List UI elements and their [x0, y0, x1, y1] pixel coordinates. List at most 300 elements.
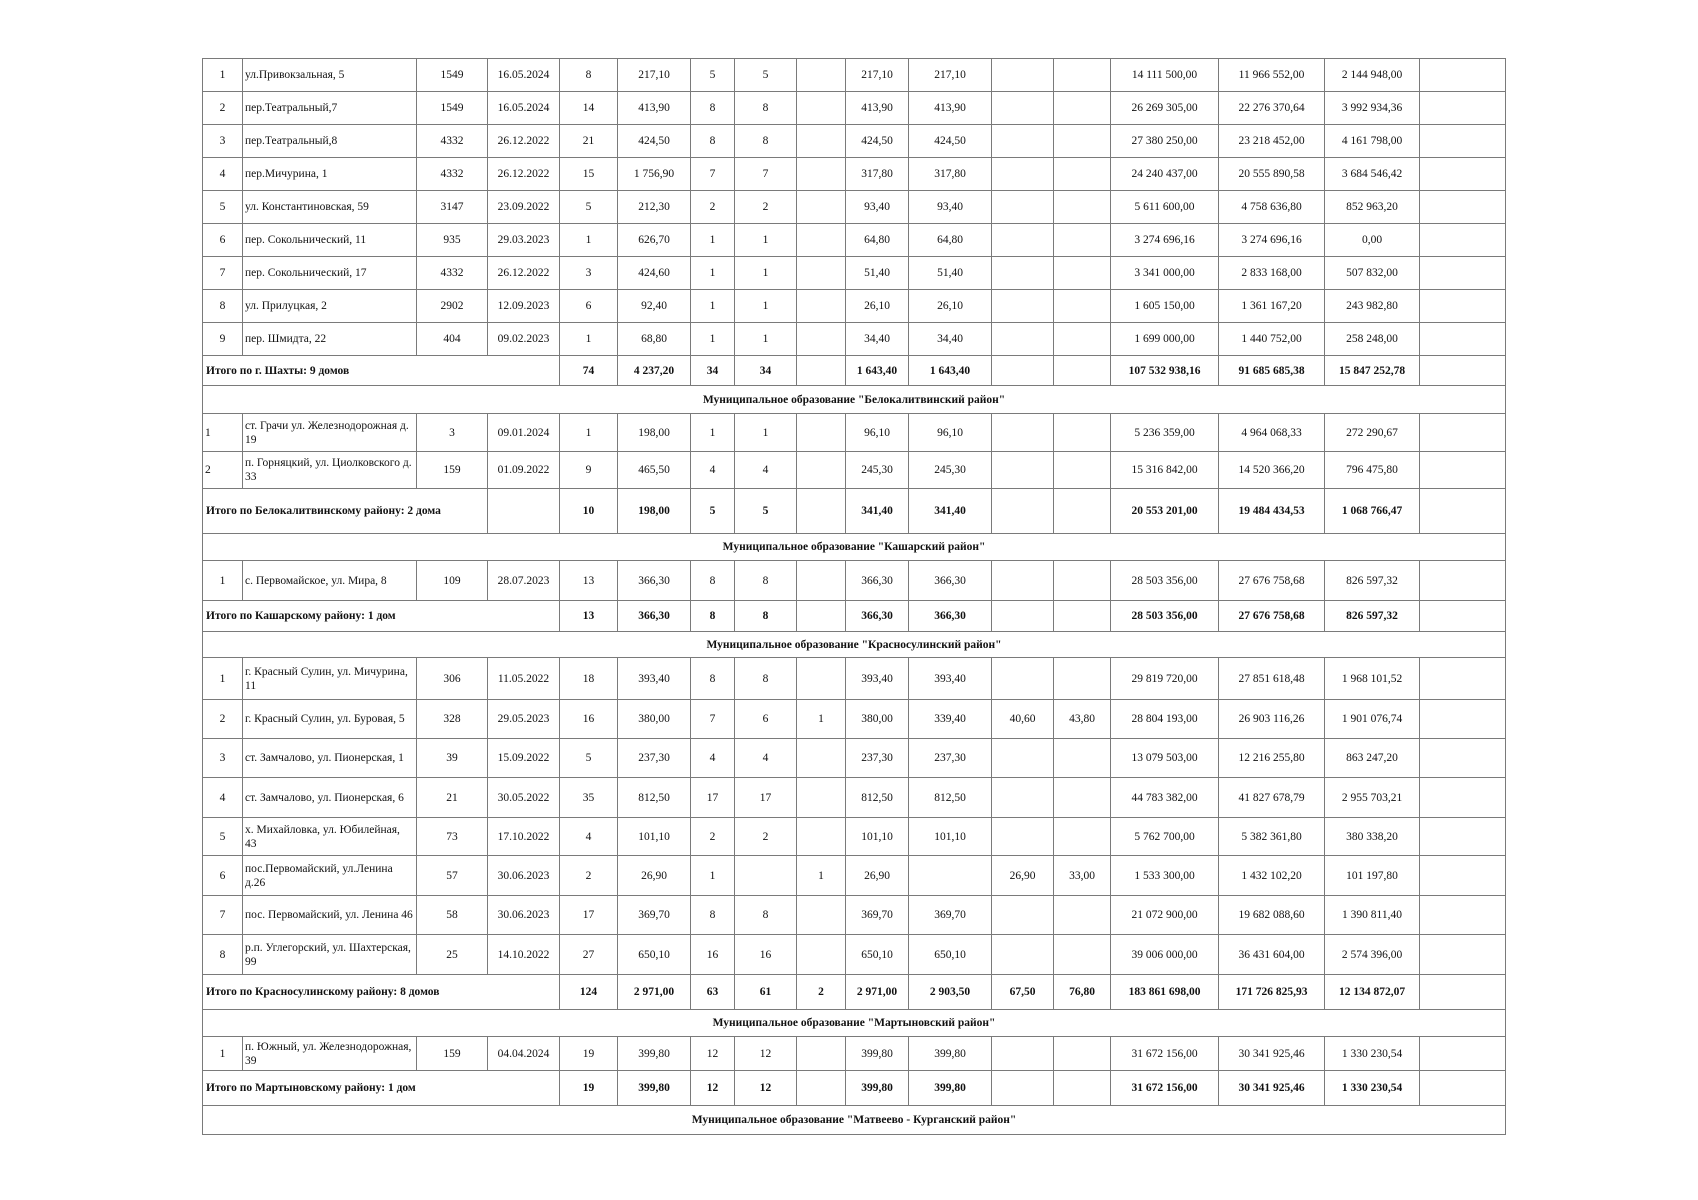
- cell-c11: 650,10: [909, 935, 992, 975]
- cell-c10: 93,40: [846, 191, 909, 224]
- section-header-row: [203, 1010, 1506, 1037]
- cell-c12: [992, 356, 1054, 386]
- cell-c5: 6: [560, 290, 618, 323]
- cell-c7: 1: [691, 224, 735, 257]
- cell-c8: 8: [735, 601, 797, 632]
- cell-c14: 14 111 500,00: [1111, 59, 1219, 92]
- cell-c16: 796 475,80: [1325, 452, 1420, 489]
- cell-c13: [1054, 257, 1111, 290]
- cell-c9: [797, 489, 846, 534]
- cell-c9: [797, 414, 846, 452]
- cell-c15: 36 431 604,00: [1219, 935, 1325, 975]
- row-number: 4: [203, 158, 243, 191]
- cell-c15: 41 827 678,79: [1219, 778, 1325, 818]
- cell-c8: 2: [735, 191, 797, 224]
- cell-c6: 212,30: [618, 191, 691, 224]
- cell-c15: 14 520 366,20: [1219, 452, 1325, 489]
- cell-c11: 341,40: [909, 489, 992, 534]
- cell-c8: 12: [735, 1037, 797, 1071]
- cell-c14: 28 503 356,00: [1111, 561, 1219, 601]
- cell-c14: 39 006 000,00: [1111, 935, 1219, 975]
- table-row: [203, 935, 1506, 975]
- cell-c16: 380 338,20: [1325, 818, 1420, 856]
- cell-c16: 4 161 798,00: [1325, 125, 1420, 158]
- cell-c5: 14: [560, 92, 618, 125]
- cell-c13: [1054, 92, 1111, 125]
- doc-number-cell: 39: [417, 739, 488, 778]
- date-cell: 01.09.2022: [488, 452, 560, 489]
- cell-c11: 369,70: [909, 896, 992, 935]
- row-number: 5: [203, 191, 243, 224]
- address-cell: р.п. Углегорский, ул. Шахтерская, 99: [243, 935, 417, 975]
- cell-c5: 13: [560, 561, 618, 601]
- cell-c12: 26,90: [992, 856, 1054, 896]
- cell-c11: [909, 856, 992, 896]
- cell-c7: 8: [691, 896, 735, 935]
- cell-c6: 650,10: [618, 935, 691, 975]
- cell-c5: 8: [560, 59, 618, 92]
- cell-c8: 16: [735, 935, 797, 975]
- cell-c12: [992, 92, 1054, 125]
- doc-number-cell: 306: [417, 658, 488, 700]
- table-row: [203, 290, 1506, 323]
- cell-c7: 34: [691, 356, 735, 386]
- cell-c10: 237,30: [846, 739, 909, 778]
- cell-c16: 1 068 766,47: [1325, 489, 1420, 534]
- cell-c6: 812,50: [618, 778, 691, 818]
- cell-c8: 8: [735, 896, 797, 935]
- date-cell: 28.07.2023: [488, 561, 560, 601]
- cell-c10: 424,50: [846, 125, 909, 158]
- cell-c11: 237,30: [909, 739, 992, 778]
- cell-c10: 317,80: [846, 158, 909, 191]
- cell-c10: 399,80: [846, 1037, 909, 1071]
- cell-c15: 4 758 636,80: [1219, 191, 1325, 224]
- cell-c15: 91 685 685,38: [1219, 356, 1325, 386]
- empty-cell: [1420, 489, 1506, 534]
- cell-c14: 24 240 437,00: [1111, 158, 1219, 191]
- cell-c10: 51,40: [846, 257, 909, 290]
- cell-c16: 12 134 872,07: [1325, 975, 1420, 1010]
- table-row: [203, 778, 1506, 818]
- cell-c16: 2 955 703,21: [1325, 778, 1420, 818]
- table-row: [203, 191, 1506, 224]
- empty-cell: [1420, 257, 1506, 290]
- cell-c10: 380,00: [846, 700, 909, 739]
- cell-c8: [735, 856, 797, 896]
- date-cell: 26.12.2022: [488, 125, 560, 158]
- total-label: Итого по Белокалитвинскому району: 2 дома: [203, 489, 488, 534]
- cell-c13: [1054, 1037, 1111, 1071]
- cell-c16: 1 330 230,54: [1325, 1071, 1420, 1106]
- row-number: 3: [203, 739, 243, 778]
- cell-c6: 1 756,90: [618, 158, 691, 191]
- cell-c16: 2 144 948,00: [1325, 59, 1420, 92]
- cell-c15: 1 432 102,20: [1219, 856, 1325, 896]
- doc-number-cell: 25: [417, 935, 488, 975]
- cell-c9: [797, 658, 846, 700]
- row-number: 2: [203, 92, 243, 125]
- address-cell: с. Первомайское, ул. Мира, 8: [243, 561, 417, 601]
- address-cell: ст. Замчалово, ул. Пионерская, 6: [243, 778, 417, 818]
- doc-number-cell: 4332: [417, 125, 488, 158]
- cell-c11: 399,80: [909, 1071, 992, 1106]
- doc-number-cell: 404: [417, 323, 488, 356]
- section-title: Муниципальное образование "Матвеево - Курганский район": [203, 1106, 1506, 1135]
- empty-cell: [1420, 739, 1506, 778]
- cell-c16: 1 390 811,40: [1325, 896, 1420, 935]
- cell-c13: [1054, 414, 1111, 452]
- cell-c10: 399,80: [846, 1071, 909, 1106]
- cell-c10: 217,10: [846, 59, 909, 92]
- cell-c15: 27 676 758,68: [1219, 601, 1325, 632]
- cell-c15: 3 274 696,16: [1219, 224, 1325, 257]
- cell-c7: 12: [691, 1071, 735, 1106]
- cell-c13: [1054, 191, 1111, 224]
- address-cell: ст. Замчалово, ул. Пионерская, 1: [243, 739, 417, 778]
- cell-c6: 380,00: [618, 700, 691, 739]
- date-cell: 09.02.2023: [488, 323, 560, 356]
- address-cell: ст. Грачи ул. Железнодорожная д. 19: [243, 414, 417, 452]
- cell-c6: 101,10: [618, 818, 691, 856]
- cell-c14: 26 269 305,00: [1111, 92, 1219, 125]
- cell-c8: 4: [735, 739, 797, 778]
- cell-c7: 16: [691, 935, 735, 975]
- cell-c6: 413,90: [618, 92, 691, 125]
- cell-c16: 0,00: [1325, 224, 1420, 257]
- cell-c16: 863 247,20: [1325, 739, 1420, 778]
- cell-c11: 413,90: [909, 92, 992, 125]
- cell-c12: [992, 658, 1054, 700]
- cell-c15: 171 726 825,93: [1219, 975, 1325, 1010]
- doc-number-cell: 1549: [417, 59, 488, 92]
- cell-c13: [1054, 323, 1111, 356]
- cell-c5: 1: [560, 224, 618, 257]
- empty-cell: [1420, 896, 1506, 935]
- cell-c10: 341,40: [846, 489, 909, 534]
- row-number: 2: [203, 700, 243, 739]
- cell-c10: 366,30: [846, 561, 909, 601]
- cell-c16: 101 197,80: [1325, 856, 1420, 896]
- cell-c11: 64,80: [909, 224, 992, 257]
- cell-c13: [1054, 125, 1111, 158]
- cell-c11: 393,40: [909, 658, 992, 700]
- cell-c13: [1054, 896, 1111, 935]
- cell-c7: 8: [691, 125, 735, 158]
- table-row: [203, 856, 1506, 896]
- section-title: Муниципальное образование "Мартыновский район": [203, 1010, 1506, 1037]
- date-cell: 26.12.2022: [488, 158, 560, 191]
- cell-c11: 34,40: [909, 323, 992, 356]
- empty-cell: [1420, 975, 1506, 1010]
- total-row: [203, 489, 1506, 534]
- date-cell: 16.05.2024: [488, 59, 560, 92]
- address-cell: пос.Первомайский, ул.Ленина д.26: [243, 856, 417, 896]
- cell-c12: [992, 778, 1054, 818]
- cell-c6: 4 237,20: [618, 356, 691, 386]
- empty-cell: [488, 489, 560, 534]
- cell-c5: 13: [560, 601, 618, 632]
- empty-cell: [1420, 224, 1506, 257]
- cell-c5: 15: [560, 158, 618, 191]
- cell-c10: 34,40: [846, 323, 909, 356]
- cell-c11: 366,30: [909, 601, 992, 632]
- doc-number-cell: 58: [417, 896, 488, 935]
- empty-cell: [1420, 125, 1506, 158]
- empty-cell: [1420, 778, 1506, 818]
- cell-c9: [797, 1071, 846, 1106]
- doc-number-cell: 4332: [417, 257, 488, 290]
- cell-c14: 107 532 938,16: [1111, 356, 1219, 386]
- cell-c13: [1054, 290, 1111, 323]
- cell-c8: 1: [735, 290, 797, 323]
- address-cell: пер. Сокольнический, 17: [243, 257, 417, 290]
- cell-c14: 1 533 300,00: [1111, 856, 1219, 896]
- cell-c12: [992, 935, 1054, 975]
- cell-c10: 26,90: [846, 856, 909, 896]
- cell-c14: 13 079 503,00: [1111, 739, 1219, 778]
- date-cell: 15.09.2022: [488, 739, 560, 778]
- cell-c6: 399,80: [618, 1037, 691, 1071]
- table-row: [203, 257, 1506, 290]
- cell-c12: [992, 896, 1054, 935]
- cell-c15: 19 484 434,53: [1219, 489, 1325, 534]
- row-number: 1: [203, 1037, 243, 1071]
- cell-c15: 30 341 925,46: [1219, 1037, 1325, 1071]
- cell-c9: [797, 92, 846, 125]
- total-label: Итого по Кашарскому району: 1 дом: [203, 601, 560, 632]
- row-number: 5: [203, 818, 243, 856]
- cell-c15: 4 964 068,33: [1219, 414, 1325, 452]
- cell-c15: 27 676 758,68: [1219, 561, 1325, 601]
- cell-c13: 43,80: [1054, 700, 1111, 739]
- cell-c16: 243 982,80: [1325, 290, 1420, 323]
- doc-number-cell: 73: [417, 818, 488, 856]
- cell-c5: 10: [560, 489, 618, 534]
- address-cell: пер.Театральный,8: [243, 125, 417, 158]
- cell-c16: 3 992 934,36: [1325, 92, 1420, 125]
- table-row: [203, 158, 1506, 191]
- cell-c13: [1054, 1071, 1111, 1106]
- total-label: Итого по Мартыновскому району: 1 дом: [203, 1071, 560, 1106]
- cell-c10: 366,30: [846, 601, 909, 632]
- cell-c14: 31 672 156,00: [1111, 1037, 1219, 1071]
- cell-c14: 28 503 356,00: [1111, 601, 1219, 632]
- cell-c13: [1054, 658, 1111, 700]
- cell-c11: 2 903,50: [909, 975, 992, 1010]
- table-row: [203, 896, 1506, 935]
- cell-c12: [992, 818, 1054, 856]
- cell-c15: 30 341 925,46: [1219, 1071, 1325, 1106]
- cell-c10: 2 971,00: [846, 975, 909, 1010]
- cell-c16: 272 290,67: [1325, 414, 1420, 452]
- cell-c15: 5 382 361,80: [1219, 818, 1325, 856]
- address-cell: пер.Театральный,7: [243, 92, 417, 125]
- cell-c9: [797, 896, 846, 935]
- section-header-row: [203, 1106, 1506, 1135]
- cell-c9: 2: [797, 975, 846, 1010]
- row-number: 3: [203, 125, 243, 158]
- cell-c13: 33,00: [1054, 856, 1111, 896]
- cell-c12: [992, 1071, 1054, 1106]
- empty-cell: [1420, 158, 1506, 191]
- doc-number-cell: 21: [417, 778, 488, 818]
- cell-c10: 812,50: [846, 778, 909, 818]
- row-number: 1: [203, 658, 243, 700]
- doc-number-cell: 1549: [417, 92, 488, 125]
- empty-cell: [1420, 601, 1506, 632]
- total-row: [203, 975, 1506, 1010]
- cell-c8: 8: [735, 658, 797, 700]
- cell-c5: 9: [560, 452, 618, 489]
- section-title: Муниципальное образование "Белокалитвинский район": [203, 386, 1506, 414]
- table-row: [203, 323, 1506, 356]
- address-cell: г. Красный Сулин, ул. Мичурина, 11: [243, 658, 417, 700]
- cell-c11: 101,10: [909, 818, 992, 856]
- cell-c6: 424,50: [618, 125, 691, 158]
- cell-c5: 21: [560, 125, 618, 158]
- cell-c6: 198,00: [618, 414, 691, 452]
- cell-c5: 4: [560, 818, 618, 856]
- doc-number-cell: 109: [417, 561, 488, 601]
- cell-c13: [1054, 158, 1111, 191]
- cell-c15: 26 903 116,26: [1219, 700, 1325, 739]
- empty-cell: [1420, 700, 1506, 739]
- cell-c6: 626,70: [618, 224, 691, 257]
- cell-c16: 826 597,32: [1325, 601, 1420, 632]
- date-cell: 14.10.2022: [488, 935, 560, 975]
- date-cell: 16.05.2024: [488, 92, 560, 125]
- cell-c13: [1054, 601, 1111, 632]
- cell-c16: 15 847 252,78: [1325, 356, 1420, 386]
- address-cell: ул. Константиновская, 59: [243, 191, 417, 224]
- cell-c9: [797, 452, 846, 489]
- cell-c6: 68,80: [618, 323, 691, 356]
- empty-cell: [1420, 1071, 1506, 1106]
- row-number: 4: [203, 778, 243, 818]
- cell-c9: [797, 323, 846, 356]
- doc-number-cell: 2902: [417, 290, 488, 323]
- empty-cell: [1420, 92, 1506, 125]
- cell-c8: 2: [735, 818, 797, 856]
- cell-c14: 31 672 156,00: [1111, 1071, 1219, 1106]
- doc-number-cell: 328: [417, 700, 488, 739]
- section-header-row: [203, 386, 1506, 414]
- cell-c7: 4: [691, 452, 735, 489]
- cell-c15: 22 276 370,64: [1219, 92, 1325, 125]
- row-number: 6: [203, 224, 243, 257]
- cell-c10: 96,10: [846, 414, 909, 452]
- cell-c7: 2: [691, 818, 735, 856]
- total-row: [203, 1071, 1506, 1106]
- cell-c6: 399,80: [618, 1071, 691, 1106]
- cell-c7: 2: [691, 191, 735, 224]
- cell-c5: 1: [560, 414, 618, 452]
- total-label: Итого по Красносулинскому району: 8 домов: [203, 975, 560, 1010]
- cell-c14: 28 804 193,00: [1111, 700, 1219, 739]
- empty-cell: [1420, 323, 1506, 356]
- cell-c5: 18: [560, 658, 618, 700]
- address-cell: ул. Прилуцкая, 2: [243, 290, 417, 323]
- cell-c12: [992, 59, 1054, 92]
- cell-c9: [797, 778, 846, 818]
- cell-c9: [797, 356, 846, 386]
- cell-c12: [992, 257, 1054, 290]
- address-cell: х. Михайловка, ул. Юбилейная, 43: [243, 818, 417, 856]
- section-title: Муниципальное образование "Кашарский район": [203, 534, 1506, 561]
- cell-c5: 5: [560, 191, 618, 224]
- cell-c14: 15 316 842,00: [1111, 452, 1219, 489]
- cell-c11: 217,10: [909, 59, 992, 92]
- cell-c11: 26,10: [909, 290, 992, 323]
- address-cell: пос. Первомайский, ул. Ленина 46: [243, 896, 417, 935]
- cell-c13: [1054, 778, 1111, 818]
- date-cell: 04.04.2024: [488, 1037, 560, 1071]
- empty-cell: [1420, 452, 1506, 489]
- cell-c5: 3: [560, 257, 618, 290]
- cell-c7: 7: [691, 158, 735, 191]
- cell-c6: 366,30: [618, 561, 691, 601]
- cell-c15: 2 833 168,00: [1219, 257, 1325, 290]
- section-title: Муниципальное образование "Красносулинский район": [203, 632, 1506, 658]
- cell-c7: 1: [691, 257, 735, 290]
- cell-c16: 258 248,00: [1325, 323, 1420, 356]
- cell-c7: 63: [691, 975, 735, 1010]
- cell-c7: 4: [691, 739, 735, 778]
- address-cell: п. Горняцкий, ул. Циолковского д. 33: [243, 452, 417, 489]
- table-row: [203, 92, 1506, 125]
- cell-c6: 92,40: [618, 290, 691, 323]
- cell-c14: 29 819 720,00: [1111, 658, 1219, 700]
- cell-c8: 1: [735, 414, 797, 452]
- cell-c11: 51,40: [909, 257, 992, 290]
- cell-c7: 7: [691, 700, 735, 739]
- cell-c8: 8: [735, 561, 797, 601]
- cell-c15: 12 216 255,80: [1219, 739, 1325, 778]
- doc-number-cell: 935: [417, 224, 488, 257]
- cell-c5: 5: [560, 739, 618, 778]
- cell-c8: 1: [735, 257, 797, 290]
- table-row: [203, 561, 1506, 601]
- empty-cell: [1420, 1037, 1506, 1071]
- cell-c5: 2: [560, 856, 618, 896]
- cell-c13: [1054, 224, 1111, 257]
- doc-number-cell: 3147: [417, 191, 488, 224]
- cell-c9: [797, 601, 846, 632]
- cell-c10: 650,10: [846, 935, 909, 975]
- cell-c9: [797, 158, 846, 191]
- cell-c11: 96,10: [909, 414, 992, 452]
- cell-c14: 3 341 000,00: [1111, 257, 1219, 290]
- cell-c6: 26,90: [618, 856, 691, 896]
- cell-c7: 5: [691, 489, 735, 534]
- empty-cell: [1420, 356, 1506, 386]
- cell-c16: 826 597,32: [1325, 561, 1420, 601]
- doc-number-cell: 159: [417, 1037, 488, 1071]
- cell-c10: 26,10: [846, 290, 909, 323]
- cell-c12: [992, 561, 1054, 601]
- cell-c5: 27: [560, 935, 618, 975]
- cell-c9: [797, 739, 846, 778]
- cell-c11: 424,50: [909, 125, 992, 158]
- cell-c12: [992, 452, 1054, 489]
- cell-c6: 217,10: [618, 59, 691, 92]
- cell-c12: [992, 414, 1054, 452]
- row-number: 1: [203, 561, 243, 601]
- address-cell: пер.Мичурина, 1: [243, 158, 417, 191]
- cell-c14: 27 380 250,00: [1111, 125, 1219, 158]
- cell-c16: 507 832,00: [1325, 257, 1420, 290]
